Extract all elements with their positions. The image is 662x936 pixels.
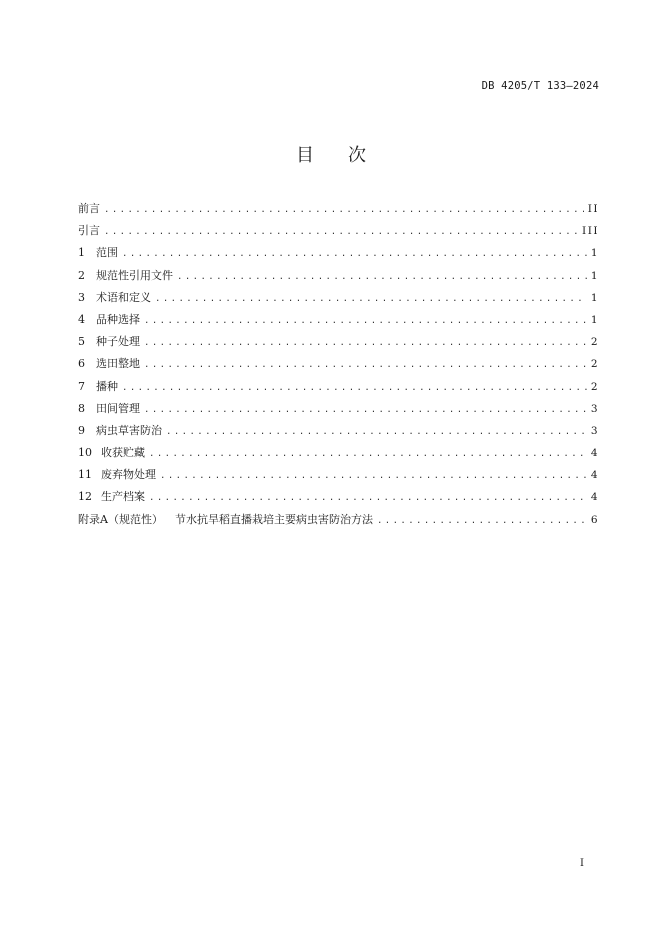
toc-entry-number: 12 [78,490,92,504]
toc-entry-page: 4 [590,491,599,504]
toc-entry-section-1[interactable] [78,242,599,264]
toc-entry-section-5[interactable] [78,331,599,353]
toc-entry-introduction[interactable] [78,220,599,242]
toc-entry-number: 4 [78,312,85,326]
toc-entry-label: 规范性引用文件 [96,268,173,282]
toc-entry-section-3[interactable] [78,287,599,309]
toc-entry-label: 范围 [96,246,118,260]
toc-entry-page: III [582,225,599,238]
toc-leader-dots [122,377,587,399]
toc-entry-page: 6 [590,513,599,526]
toc-entry-section-10[interactable] [78,442,599,464]
toc-entry-page: 2 [590,380,599,393]
toc-leader-dots [149,487,587,509]
toc-leader-dots [149,443,587,465]
toc-leader-dots [144,310,587,332]
toc-leader-dots [122,243,587,265]
toc-entry-number: 10 [78,446,92,460]
toc-entry-section-4[interactable] [78,309,599,331]
toc-entry-label: 术语和定义 [96,290,151,304]
toc-entry-number: 5 [78,335,85,349]
toc-entry-number: 8 [78,401,85,415]
toc-leader-dots [166,421,587,443]
toc-leader-dots [104,221,578,243]
toc-entry-label: 田间管理 [96,401,140,415]
toc-leader-dots [104,199,584,221]
toc-entry-number: 9 [78,423,85,437]
toc-entry-label: 种子处理 [96,335,140,349]
toc-leader-dots [144,354,587,376]
toc-entry-page: 3 [590,402,599,415]
toc-entry-page: 4 [590,447,599,460]
toc-entry-page: 2 [590,336,599,349]
toc-entry-label: 播种 [96,379,118,393]
toc-entry-label: 病虫草害防治 [96,423,162,437]
toc-entry-page: 1 [590,247,599,260]
toc-entry-foreword[interactable] [78,198,599,220]
toc-title-char-1: 目 [296,145,314,166]
toc-appendix-prefix: 附录A（规范性） [78,512,163,526]
toc-entry-page: 4 [590,469,599,482]
toc-entry-label: 废弃物处理 [101,468,156,482]
toc-entry-section-6[interactable] [78,353,599,375]
toc-entry-label: 前言 [78,202,100,215]
toc-entry-number: 6 [78,357,85,371]
toc-entry-label: 引言 [78,224,100,238]
toc-appendix-title: 节水抗旱稻直播栽培主要病虫害防治方法 [174,512,373,526]
toc-entry-section-8[interactable] [78,398,599,420]
toc-entry-label: 品种选择 [96,312,140,326]
toc-entry-page: 2 [590,358,599,371]
toc-leader-dots [160,465,587,487]
toc-entry-page: 1 [590,313,599,326]
toc-entry-page: 1 [590,269,599,282]
toc-entry-number: 11 [78,468,92,482]
toc-leader-dots [177,266,587,288]
toc-entry-number: 2 [78,268,85,282]
toc-leader-dots [377,510,587,532]
page-number: I [580,858,584,869]
toc-entry-section-2[interactable] [78,265,599,287]
toc-entry-appendix-a[interactable] [78,509,599,531]
toc-entry-number: 3 [78,290,85,304]
toc-leader-dots [155,288,587,310]
toc-entry-page: 3 [590,424,599,437]
table-of-contents [78,198,599,531]
standard-number: DB 4205/T 133—2024 [481,80,599,92]
toc-leader-dots [144,332,587,354]
toc-entry-section-11[interactable] [78,464,599,486]
toc-entry-page: II [587,203,599,215]
toc-entry-section-12[interactable] [78,486,599,508]
toc-entry-label: 收获贮藏 [101,446,145,460]
toc-title [0,141,662,167]
toc-entry-section-7[interactable] [78,376,599,398]
toc-entry-number: 7 [78,379,85,393]
toc-entry-page: 1 [590,291,599,304]
toc-entry-section-9[interactable] [78,420,599,442]
toc-entry-label: 选田整地 [96,357,140,371]
toc-leader-dots [144,399,587,421]
toc-entry-number: 1 [78,246,85,260]
toc-title-char-2: 次 [348,145,366,166]
toc-entry-label: 生产档案 [101,490,145,504]
